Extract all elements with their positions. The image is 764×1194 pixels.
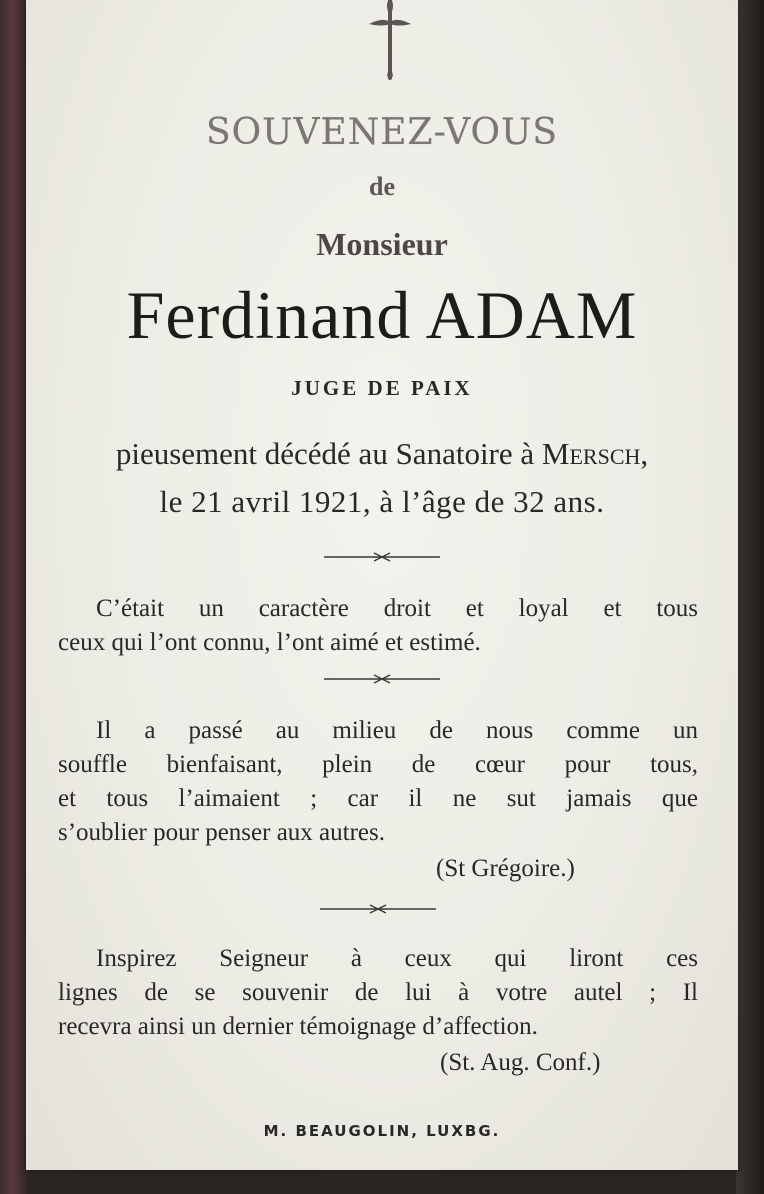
paragraph-character (58, 592, 698, 660)
ornamental-rule-icon (324, 672, 440, 686)
paragraph-line: Inspirez Seigneur à ceux qui liront ces (96, 945, 698, 972)
memorial-card (26, 0, 738, 1170)
death-line-suffix: , (640, 436, 649, 471)
attribution-augustin: (St. Aug. Conf.) (440, 1049, 601, 1076)
paragraph-line: souffle bienfaisant, plein de cœur pour tous, (58, 751, 698, 778)
death-place: Mersch (541, 436, 641, 471)
ornamental-rule-icon (324, 550, 440, 564)
death-date-line: le 21 avril 1921, à l’âge de 32 ans. (159, 484, 605, 519)
paragraph-line: C’était un caractère droit et loyal et tous (96, 595, 698, 622)
paragraph-quote-gregoire (58, 714, 698, 850)
attribution-gregoire: (St Grégoire.) (436, 855, 575, 882)
death-place-line (26, 436, 738, 472)
paragraph-line: Il a passé au milieu de nous comme un (96, 717, 698, 744)
heading-de: de (369, 172, 395, 201)
paragraph-line: s’oublier pour penser aux autres. (58, 819, 385, 846)
paragraph-line: et tous l’aimaient ; car il ne sut jamais que (58, 785, 698, 812)
deceased-function: JUGE DE PAIX (291, 376, 473, 400)
death-line-prefix: pieusement décédé au Sanatoire à (115, 436, 542, 471)
deceased-name: Ferdinand ADAM (126, 277, 638, 353)
ornamental-rule-icon (320, 902, 436, 916)
paragraph-line: lignes de se souvenir de lui à votre autel ; Il (58, 979, 698, 1006)
printer-imprint: M. BEAUGOLIN, LUXBG. (263, 1122, 501, 1140)
heading-souvenez: SOUVENEZ-VOUS (205, 112, 558, 153)
paragraph-line: ceux qui l’ont connu, l’ont aimé et estimé. (58, 629, 481, 656)
honorific-title: Monsieur (316, 226, 448, 262)
paragraph-line: recevra ainsi un dernier témoignage d’affection. (58, 1013, 538, 1040)
card-holder-edge-right (736, 0, 764, 1194)
paragraph-prayer (58, 942, 698, 1044)
cross-icon (363, 0, 417, 80)
